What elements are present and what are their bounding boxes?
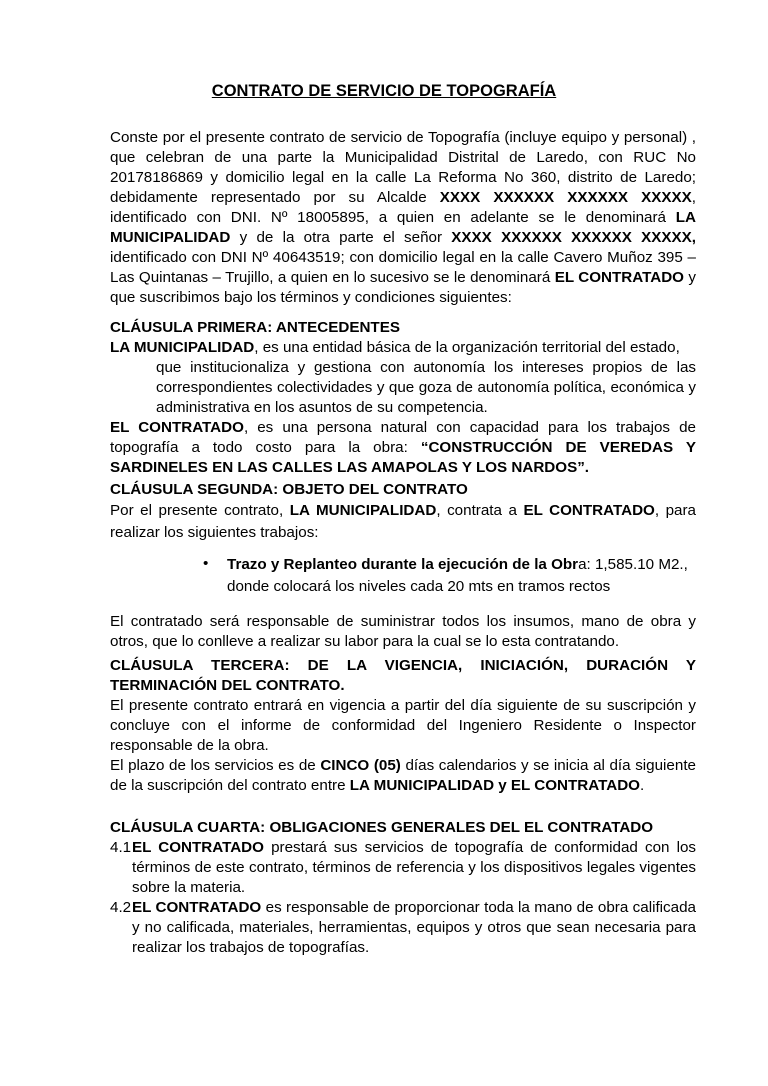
clause-segunda: CLÁUSULA SEGUNDA: OBJETO DEL CONTRATO Por el presente contrato, LA MUNICIPALIDAD, contrata a EL CONTRATADO, para realizar los siguientes trabajos: • Trazo y Replanteo durante la ejecución de la Obra: 1,585.10 M2., donde colocará los niveles cada 20 mts en tramos rectos El contratado será responsable de suministrar todos los insumos, mano de obra y otros, que lo conlleve a realizar su labor para la cual se lo esta contratando. (110, 481, 697, 650)
bullet-icon: • (203, 555, 209, 572)
list-item: 4.2 EL CONTRATADO es responsable de proporcionar toda la mano de obra calificada y no calificada, materiales, herramientas, equipos y otros que sean necesaria para realizar los trabajos de topografías. (110, 899, 696, 956)
clause-cuarta (110, 818, 696, 958)
list-item: 4.1 EL CONTRATADO prestará sus servicios de topografía de conformidad con los términos de este contrato, términos de referencia y los dispositivos legales vigentes sobre la materia. (110, 839, 696, 896)
clause-primera: CLÁUSULA PRIMERA: ANTECEDENTES LA MUNICIPALIDAD, es una entidad básica de la organización territorial del estado, que institucionaliza y gestiona con autonomía los intereses propios de las correspondientes colectividades y que goza de autonomía política, económica y administrativa en los asuntos de su competencia. EL CONTRATADO, es una persona natural con capacidad para los trabajos de topografía a todo costo para la obra: “CONSTRUCCIÓN DE VEREDAS Y SARDINELES EN LAS CALLES LAS AMAPOLAS Y LOS NARDOS”. (110, 319, 696, 476)
intro-paragraph: Conste por el presente contrato de servicio de Topografía (incluye equipo y personal) , que celebran de una parte la Municipalidad Distrital de Laredo, con RUC No 20178186869 y domicilio legal en la calle La Reforma No 360, distrito de Laredo; debidamente representado por su Alcalde XXXX XXXXXX XXXXXX XXXXX, identificado con DNI. Nº 18005895, a quien en adelante se le denominará LA MUNICIPALIDAD y de la otra parte el señor XXXX XXXXXX XXXXXX XXXXX, identificado con DNI Nº 40643519; con domicilio legal en la calle Cavero Muñoz 395 – Las Quintanas – Trujillo, a quien en lo sucesivo se le denominará EL CONTRATADO y que suscribimos bajo los términos y condiciones siguientes: (110, 129, 696, 306)
clause-heading: CLÁUSULA CUARTA: OBLIGACIONES GENERALES DEL EL CONTRATADO (110, 819, 654, 836)
clause-heading: CLÁUSULA PRIMERA: ANTECEDENTES (110, 319, 400, 336)
document-title: CONTRATO DE SERVICIO DE TOPOGRAFÍA (211, 82, 557, 100)
clause-tercera: CLÁUSULA TERCERA: DE LA VIGENCIA, INICIACIÓN, DURACIÓN Y TERMINACIÓN DEL CONTRATO. El presente contrato entrará en vigencia a partir del día siguiente de su suscripción y concluye con el informe de conformidad del Ingeniero Residente o Inspector responsable de la obra. El plazo de los servicios es de CINCO (05) días calendarios y se inicia al día siguiente de la suscripción del contrato entre LA MUNICIPALIDAD y EL CONTRATADO. (110, 657, 696, 794)
list-item: • Trazo y Replanteo durante la ejecución de la Obra: 1,585.10 M2., donde colocará los niveles cada 20 mts en tramos rectos (110, 554, 696, 598)
clause-heading: CLÁUSULA SEGUNDA: OBJETO DEL CONTRATO (110, 481, 468, 498)
clause-heading: CLÁUSULA TERCERA: DE LA VIGENCIA, INICIACIÓN, DURACIÓN Y TERMINACIÓN DEL CONTRATO. (110, 657, 696, 694)
